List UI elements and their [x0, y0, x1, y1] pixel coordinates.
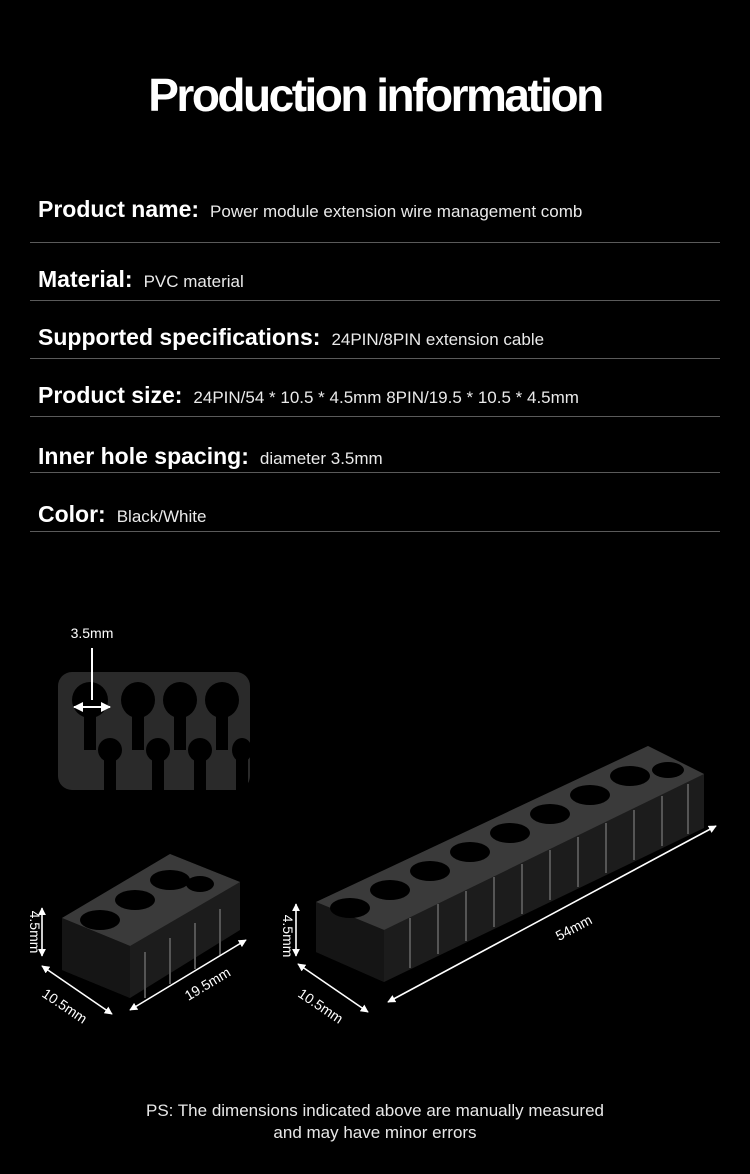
depth-large-label: 10.5mm	[295, 985, 347, 1027]
spec-value: Black/White	[116, 507, 207, 526]
spec-label: Supported specifications:	[38, 324, 321, 350]
length-small-label: 19.5mm	[181, 963, 234, 1004]
comb-front-view	[58, 625, 252, 790]
dimension-diagram	[0, 600, 750, 1060]
depth-small-label: 10.5mm	[39, 985, 91, 1027]
spec-label: Product size:	[38, 382, 183, 408]
spec-label: Product name:	[38, 196, 200, 222]
comb-8pin	[27, 854, 246, 1027]
note-line-2: and may have minor errors	[273, 1123, 477, 1142]
spec-value: 24PIN/8PIN extension cable	[331, 330, 545, 349]
height-large-label: 4.5mm	[280, 914, 296, 958]
measurement-note	[0, 1100, 750, 1144]
spec-label: Color:	[38, 501, 106, 527]
spec-label: Inner hole spacing:	[38, 443, 249, 469]
spec-row-product-size	[30, 359, 720, 417]
spec-row-product-name	[30, 196, 720, 243]
note-line-1: PS: The dimensions indicated above are manually measured	[145, 1101, 604, 1120]
spec-row-supported-specifications	[30, 301, 720, 359]
spec-row-inner-hole-spacing	[30, 417, 720, 473]
spec-row-material	[30, 243, 720, 301]
hole-dimension-label: 3.5mm	[70, 625, 114, 641]
spec-value: diameter 3.5mm	[259, 449, 383, 468]
spec-list	[30, 196, 720, 532]
page-title: Production information	[148, 69, 602, 121]
length-large-label: 54mm	[552, 911, 595, 944]
spec-value: 24PIN/54 * 10.5 * 4.5mm 8PIN/19.5 * 10.5 * 4.5mm	[193, 388, 579, 407]
comb-24pin	[280, 746, 716, 1027]
spec-label: Material:	[38, 266, 133, 292]
spec-value: Power module extension wire management comb	[210, 202, 583, 221]
height-small-label: 4.5mm	[27, 910, 43, 954]
spec-row-color	[30, 473, 720, 532]
spec-value: PVC material	[143, 272, 244, 291]
